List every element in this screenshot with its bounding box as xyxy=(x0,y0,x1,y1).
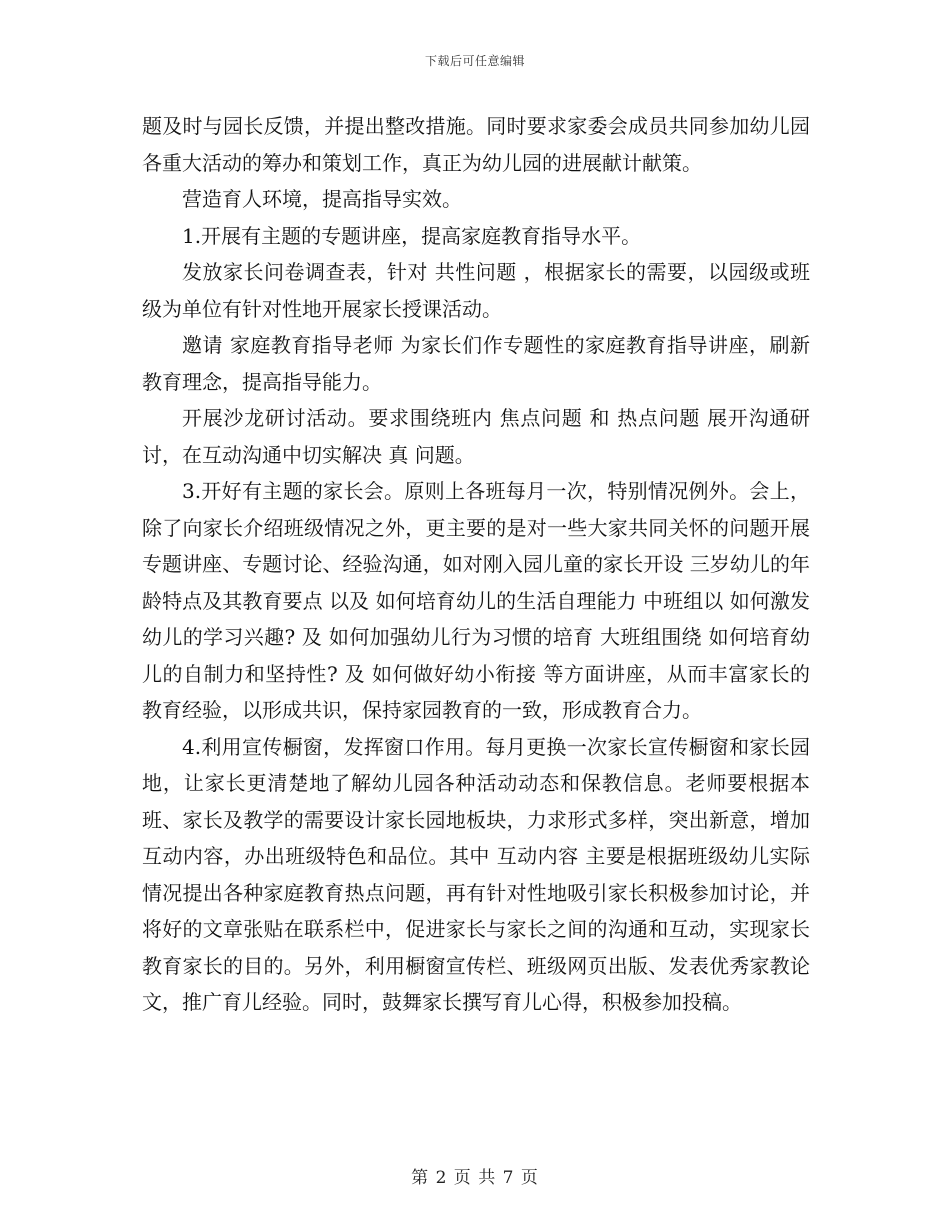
document-body xyxy=(142,108,810,1021)
paragraph-continuation: 题及时与园长反馈，并提出整改措施。同时要求家委会成员共同参加幼儿园各重大活动的筹办和策划工作，真正为幼儿园的进展献计献策。 xyxy=(142,114,810,175)
page-footer: 第 2 页 共 7 页 xyxy=(411,1168,539,1188)
page-header: 下载后可任意编辑 xyxy=(424,54,525,68)
paragraph-lecture: 邀请 家庭教育指导老师 为家长们作专题性的家庭教育指导讲座，刷新教育理念，提高指导能力。 xyxy=(142,333,810,394)
paragraph-item-1: 1.开展有主题的专题讲座，提高家庭教育指导水平。 xyxy=(182,223,642,248)
paragraph-questionnaire: 发放家长问卷调查表，针对 共性问题 ，根据家长的需要，以园级或班级为单位有针对性地开展家长授课活动。 xyxy=(142,260,810,321)
paragraph-section-heading: 营造育人环境，提高指导实效。 xyxy=(182,187,462,211)
paragraph-item-3: 3.开好有主题的家长会。原则上各班每月一次，特别情况例外。会上，除了向家长介绍班级情况之外，更主要的是对一些大家共同关怀的问题开展专题讲座、专题讨论、经验沟通，如对刚入园儿童的家长开设 三岁幼儿的年龄特点及其教育要点 以及 如何培育幼儿的生活自理能力 中班组以 如何激发幼儿的学习兴趣? 及 如何加强幼儿行为习惯的培育 大班组围绕 如何培育幼儿的自制力和坚持性? 及 如何做好幼小衔接 等方面讲座，从而丰富家长的教育经验，以形成共识，保持家园教育的一致，形成教育合力。 xyxy=(142,479,810,722)
paragraph-salon: 开展沙龙研讨活动。要求围绕班内 焦点问题 和 热点问题 展开沟通研讨，在互动沟通中切实解决 真 问题。 xyxy=(142,406,810,467)
paragraph-item-4: 4.利用宣传橱窗，发挥窗口作用。每月更换一次家长宣传橱窗和家长园地，让家长更清楚地了解幼儿园各种活动动态和保教信息。老师要根据本班、家长及教学的需要设计家长园地板块，力求形式多样，突出新意，增加互动内容，办出班级特色和品位。其中 互动内容 主要是根据班级幼儿实际情况提出各种家庭教育热点问题，再有针对性地吸引家长积极参加讨论，并将好的文章张贴在联系栏中，促进家长与家长之间的沟通和互动，实现家长教育家长的目的。另外，利用橱窗宣传栏、班级网页出版、发表优秀家教论文，推广育儿经验。同时，鼓舞家长撰写育儿心得，积极参加投稿。 xyxy=(142,734,810,1014)
